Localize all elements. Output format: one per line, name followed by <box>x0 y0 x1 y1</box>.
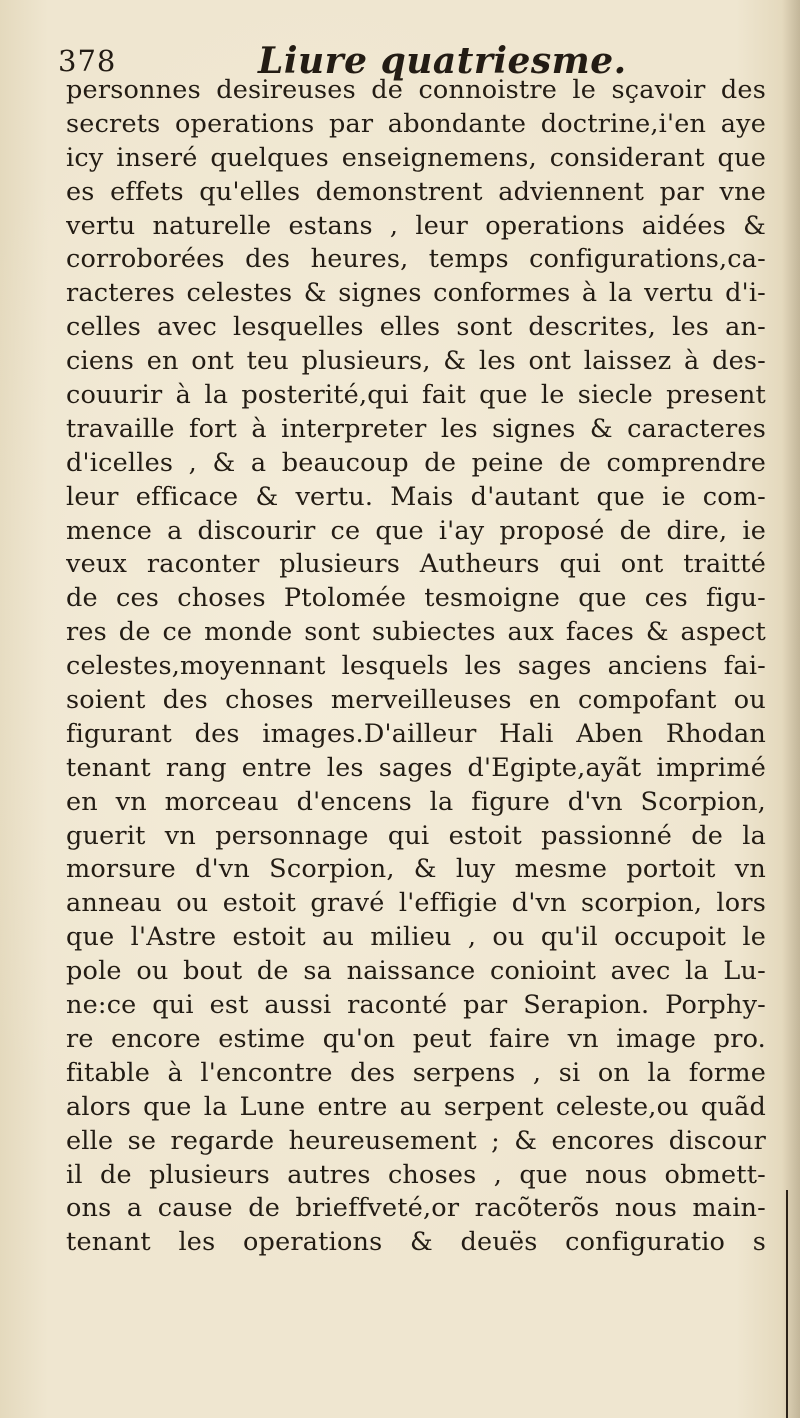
text-line: morsure d'vn Scorpion, & luy mesme portoit vn <box>66 854 766 885</box>
text-line: soient des choses merveilleuses en compofant ou <box>66 685 766 716</box>
text-line: guerit vn personnage qui estoit passionné de la <box>66 820 766 851</box>
text-line: anneau ou estoit gravé l'effigie d'vn scorpion, lors <box>66 888 766 919</box>
text-line: pole ou bout de sa naissance conioint avec la Lu- <box>66 956 766 987</box>
text-line: re encore estime qu'on peut faire vn image pro. <box>66 1023 766 1054</box>
text-line: travaille fort à interpreter les signes & caracteres <box>66 413 766 444</box>
running-head: Liure quatriesme. <box>258 40 627 82</box>
text-line: alors que la Lune entre au serpent celeste,ou quãd <box>66 1091 766 1122</box>
text-line: mence a discourir ce que i'ay proposé de dire, ie <box>66 515 766 546</box>
text-line: icy inseré quelques enseignemens, considerant que <box>66 142 766 173</box>
text-line: vertu naturelle estans , leur operations aidées & <box>66 210 766 241</box>
text-line: en vn morceau d'encens la figure d'vn Scorpion, <box>66 786 766 817</box>
text-line: celestes,moyennant lesquels les sages anciens fai- <box>66 651 766 682</box>
text-line: personnes desireuses de connoistre le sçavoir des <box>66 75 766 105</box>
page-edge-shadow <box>782 0 800 1418</box>
text-line: figurant des images.D'ailleur Hali Aben Rhodan <box>66 718 766 749</box>
text-line: couurir à la posterité,qui fait que le siecle present <box>66 380 766 411</box>
text-line: secrets operations par abondante doctrine,i'en aye <box>66 108 766 139</box>
text-line: elle se regarde heureusement ; & encores discour <box>66 1125 766 1156</box>
text-line: veux raconter plusieurs Autheurs qui ont traitté <box>66 549 766 580</box>
text-line: fitable à l'encontre des serpens , si on la forme <box>66 1057 766 1088</box>
text-line: celles avec lesquelles elles sont descrites, les an- <box>66 312 766 343</box>
text-line: res de ce monde sont subiectes aux faces & aspect <box>66 617 766 648</box>
text-line: de ces choses Ptolomée tesmoigne que ces figu- <box>66 583 766 614</box>
text-line: ne:ce qui est aussi raconté par Serapion. Porphy- <box>66 990 766 1021</box>
text-line: es effets qu'elles demonstrent adviennent par vne <box>66 176 766 207</box>
text-line: que l'Astre estoit au milieu , ou qu'il occupoit le <box>66 922 766 953</box>
text-line: il de plusieurs autres choses , que nous obmett- <box>66 1159 766 1190</box>
text-line: ons a cause de brieffveté,or racõterõs nous main- <box>66 1193 766 1224</box>
text-line: corroborées des heures, temps configurations,ca- <box>66 244 766 275</box>
text-line: ciens en ont teu plusieurs, & les ont laissez à des- <box>66 346 766 377</box>
text-line: tenant rang entre les sages d'Egipte,ayãt imprimé <box>66 752 766 783</box>
page-number: 378 <box>58 44 117 78</box>
text-line: leur efficace & vertu. Mais d'autant que ie com- <box>66 481 766 512</box>
text-line: tenant les operations & deuës configuratio s <box>66 1227 766 1258</box>
text-line: d'icelles , & a beaucoup de peine de comprendre <box>66 447 766 478</box>
body-text <box>66 74 766 1260</box>
text-line: racteres celestes & signes conformes à la vertu d'i- <box>66 278 766 309</box>
binding-edge-line <box>786 1190 788 1418</box>
